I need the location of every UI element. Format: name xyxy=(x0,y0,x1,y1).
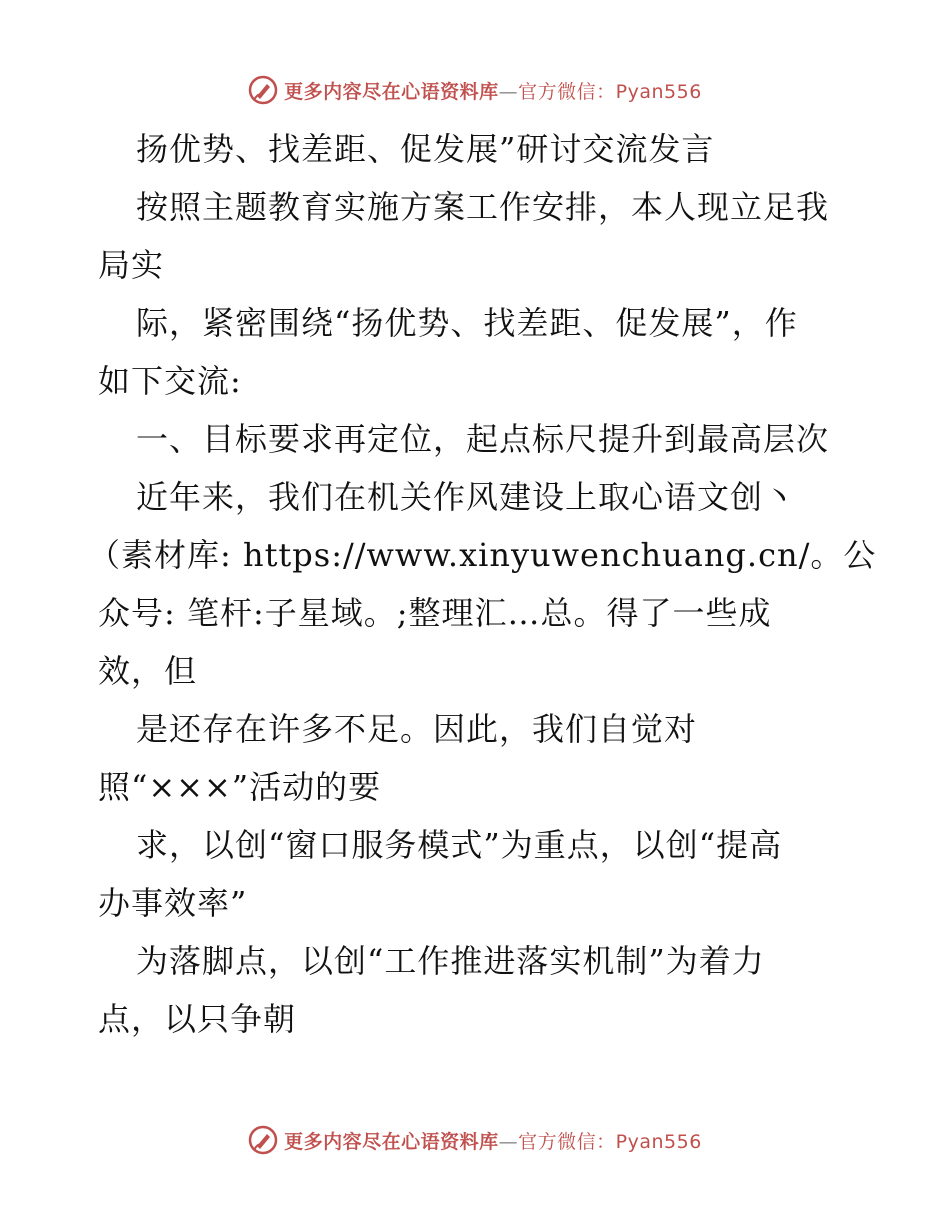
body-line: 照“×××”活动的要 xyxy=(98,768,382,806)
footer-text xyxy=(284,1127,702,1154)
body-line: 为落脚点，以创“工作推进落实机制”为着力 xyxy=(136,942,765,980)
pen-seal-logo-icon xyxy=(248,75,278,105)
body-line: 局实 xyxy=(98,246,165,284)
body-line: 近年来，我们在机关作风建设上取心语文创丶 xyxy=(136,478,797,516)
footer-banner xyxy=(0,1120,950,1160)
header-text xyxy=(284,77,702,104)
body-line: （素材库: https://www.xinyuwenchuang.cn/。公 xyxy=(88,536,877,574)
footer-separator: — xyxy=(498,1130,519,1153)
body-line: 扬优势、找差距、促发展”研讨交流发言 xyxy=(136,130,715,168)
body-line: 办事效率” xyxy=(98,884,248,922)
body-line: 是还存在许多不足。因此，我们自觉对 xyxy=(136,710,698,748)
body-line: 际，紧密围绕“扬优势、找差距、促发展”，作 xyxy=(136,304,798,342)
header-banner xyxy=(0,70,950,110)
body-line: 点，以只争朝 xyxy=(98,1000,297,1038)
body-line: 按照主题教育实施方案工作安排，本人现立足我 xyxy=(136,188,830,226)
body-line: 如下交流: xyxy=(98,362,242,400)
footer-brand: 更多内容尽在心语资料库 xyxy=(284,1130,499,1153)
footer-wechat: 官方微信：Pyan556 xyxy=(518,1130,702,1153)
pen-seal-logo-icon xyxy=(248,1125,278,1155)
header-separator: — xyxy=(498,80,519,103)
body-line: 一、目标要求再定位，起点标尺提升到最高层次 xyxy=(136,420,830,458)
header-brand: 更多内容尽在心语资料库 xyxy=(284,80,499,103)
header-wechat: 官方微信：Pyan556 xyxy=(518,80,702,103)
document-body xyxy=(88,120,877,1048)
body-line: 求，以创“窗口服务模式”为重点，以创“提高 xyxy=(136,826,783,864)
body-line: 效，但 xyxy=(98,652,198,690)
body-line: 众号: 笔杆:子星域。;整理汇…总。得了一些成 xyxy=(98,594,772,632)
